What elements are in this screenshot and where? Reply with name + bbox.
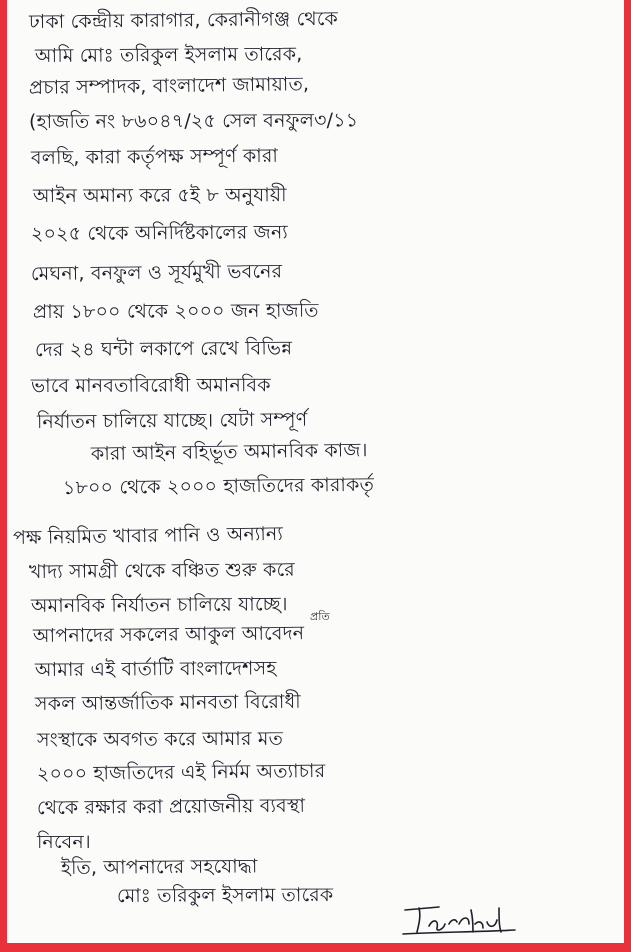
letter-line-5: বলছি, কারা কর্তৃপক্ষ সম্পূর্ণ কারা bbox=[30, 144, 279, 169]
handwritten-signature bbox=[399, 902, 519, 936]
letter-line-4: (হাজতি নং ৮৬০৪৭/২৫ সেল বনফুল৩/১১ bbox=[28, 109, 359, 133]
letter-line-20: সকল আন্তর্জাতিক মানবতা বিরোধী bbox=[34, 690, 301, 715]
letter-line-8: মেঘনা, বনফুল ও সূর্যমুখী ভবনের bbox=[30, 260, 283, 285]
signer-name: মোঃ তরিকুল ইসলাম তারেক bbox=[116, 883, 334, 907]
letter-line-7: ২০২৫ থেকে অনির্দিষ্টকালের জন্য bbox=[30, 221, 289, 245]
letter-line-19: আমার এই বার্তাটি বাংলাদেশসহ bbox=[34, 657, 277, 681]
letter-line-18: আপনাদের সকলের আকুল আবেদন bbox=[32, 622, 305, 647]
letter-line-9: প্রায় ১৮০০ থেকে ২০০০ জন হাজতি bbox=[32, 299, 319, 323]
letter-line-3: প্রচার সম্পাদক, বাংলাদেশ জামায়াত, bbox=[28, 73, 310, 99]
letter-line-15: পক্ষ নিয়মিত খাবার পানি ও অন্যান্য bbox=[12, 522, 284, 549]
letter-line-22: ২০০০ হাজতিদের এই নির্মম অত্যাচার bbox=[36, 759, 326, 785]
letter-paper bbox=[7, 0, 624, 943]
letter-line-12: নির্যাতন চালিয়ে যাচ্ছে। যেটা সম্পূর্ণ bbox=[36, 408, 308, 433]
letter-line-21: সংস্থাকে অবগত করে আমার মত bbox=[36, 727, 284, 751]
letter-line-11: ভাবে মানবতাবিরোধী অমানবিক bbox=[30, 374, 271, 397]
letter-closing: ইতি, আপনাদের সহযোদ্ধা bbox=[60, 855, 258, 879]
letter-line-24: নিবেন। bbox=[37, 831, 91, 853]
letter-line-14: ১৮০০ থেকে ২০০০ হাজতিদের কারাকর্তৃ bbox=[62, 473, 375, 499]
letter-line-10: দের ২৪ ঘন্টা লকাপে রেখে বিভিন্ন bbox=[34, 337, 293, 361]
letter-line-2: আমি মোঃ তরিকুল ইসলাম তারেক, bbox=[34, 43, 303, 67]
letter-insertion: প্রতি bbox=[310, 610, 330, 623]
letter-line-17: অমানবিক নির্যাতন চালিয়ে যাচ্ছে। bbox=[30, 593, 288, 617]
letter-line-6: আইন অমান্য করে ৫ই ৮ অনুযায়ী bbox=[32, 184, 287, 207]
letter-line-16: খাদ্য সামগ্রী থেকে বঞ্চিত শুরু করে bbox=[28, 558, 295, 583]
letter-line-23: থেকে রক্ষার করা প্রয়োজনীয় ব্যবস্থা bbox=[36, 794, 306, 819]
letter-line-13: কারা আইন বহির্ভূত অমানবিক কাজ। bbox=[90, 439, 368, 465]
letter-line-1: ঢাকা কেন্দ্রীয় কারাগার, কেরানীগঞ্জ থেকে bbox=[28, 7, 339, 33]
